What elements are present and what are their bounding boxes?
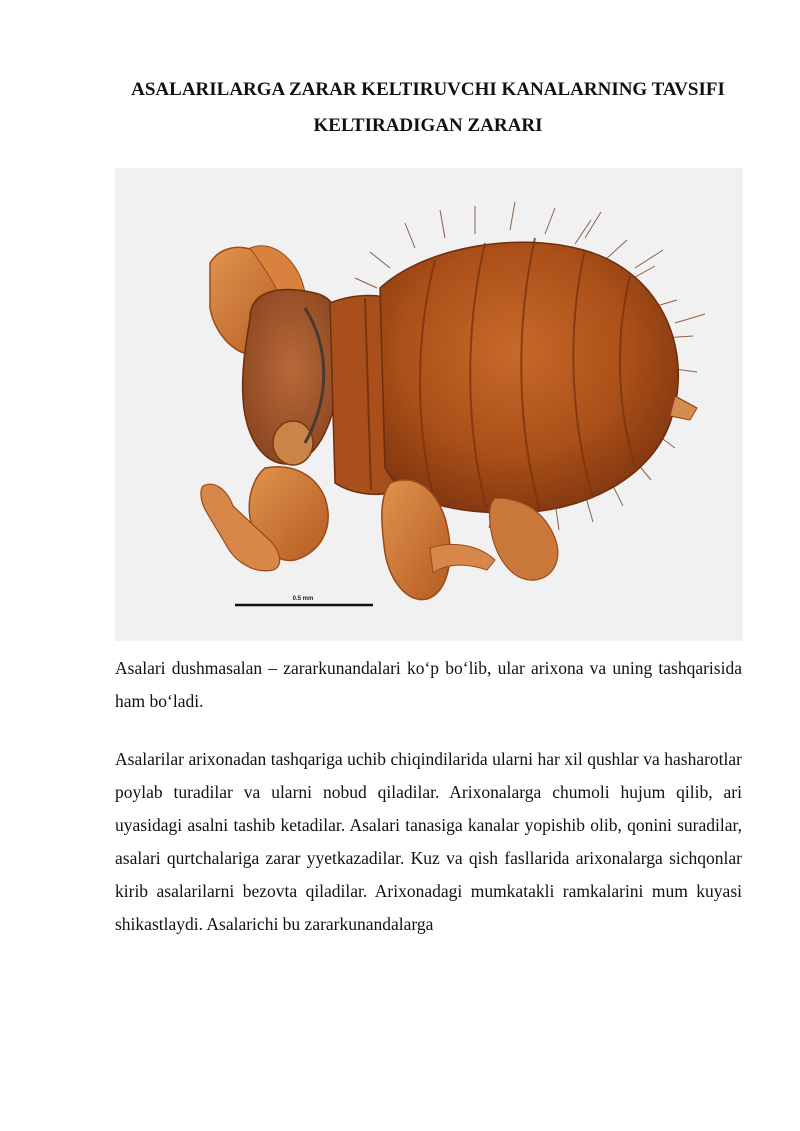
bee-louse-illustration	[115, 168, 743, 641]
insect-abdomen	[380, 242, 678, 513]
document-title: ASALARILARGA ZARAR KELTIRUVCHI KANALARNING TAVSIFI KELTIRADIGAN ZARARI	[131, 79, 725, 136]
paragraph-2: Asalarilar arixonadan tashqariga uchib chiqindilarida ularni har xil qushlar va hasharotlar poylab turadilar va ularni nobud qiladilar. Arixonalarga chumoli hujum qilib, ari uyasidagi asalni tashib ketadilar. Asalari tanasiga kanalar yopishib olib, qonini suradilar, asalari qurtchalariga zarar yyetkazadilar. Kuz va qish fasllarida arixonalarga sichqonlar kirib asalarilarni bezovta qiladilar. Arixonadagi mumkatakli ramkalarini mum kuyasi shikastlaydi. Asalarichi bu zararkunandalarga	[115, 749, 742, 934]
paragraph-1: Asalari dushmasalan – zararkunandalari koʻp boʻlib, ular arixona va uning tashqarisida ham boʻladi.	[115, 658, 742, 711]
scale-bar-label: 0.5 mm	[292, 596, 314, 602]
insect-eye	[273, 421, 313, 465]
insect-photo	[115, 168, 743, 641]
